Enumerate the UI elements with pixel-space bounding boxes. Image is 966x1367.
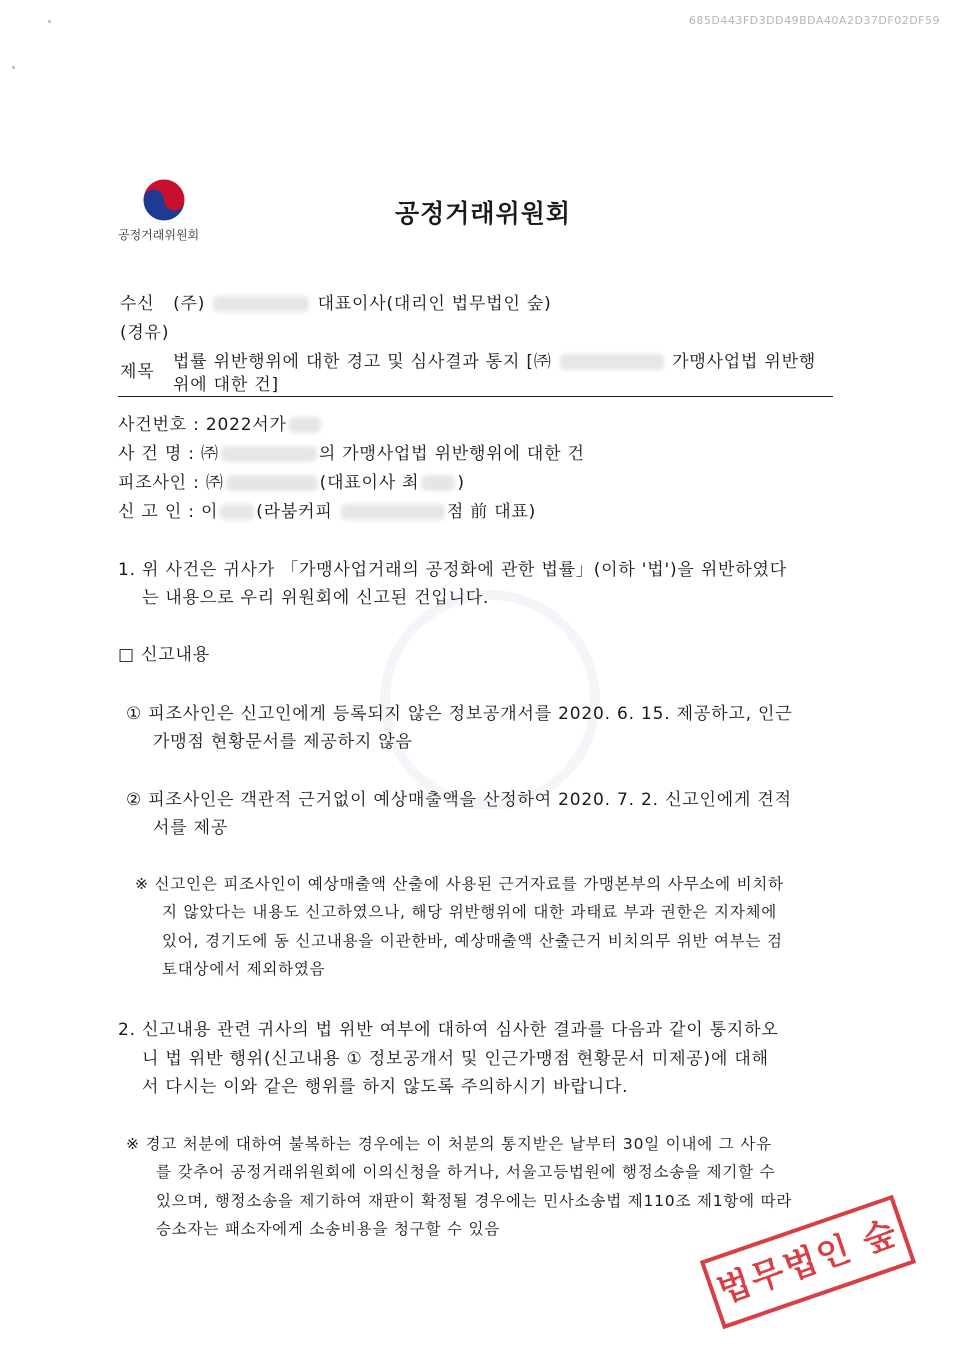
reporter-prefix: 이 xyxy=(201,502,219,522)
scan-speck xyxy=(12,66,15,69)
note-2-line-4: 승소자는 패소자에게 소송비용을 청구할 수 있음 xyxy=(156,1220,501,1238)
recipient-name: 대표이사(대리인 법무법인 숲) xyxy=(317,294,552,314)
reporter-value: (라붐커피 xyxy=(256,502,333,522)
paragraph-1-line-1: 1. 위 사건은 귀사가 「가맹사업거래의 공정화에 관한 법률」(이하 '법')을 위반하였다 xyxy=(118,560,787,580)
via-line: (경유) xyxy=(120,323,170,343)
note-2-line-2: 를 갖추어 공정거래위원회에 이의신청을 하거나, 서울고등법원에 행정소송을 제기할 수 xyxy=(156,1163,776,1181)
note-1-line-2: 지 않았다는 내용도 신고하였으나, 해당 위반행위에 대한 과태료 부과 권한은 지자체에 xyxy=(162,903,778,921)
scan-speck xyxy=(48,20,51,23)
case-name-label: 사 건 명 : xyxy=(118,444,195,464)
redacted-text xyxy=(213,296,309,312)
redacted-text xyxy=(421,475,455,491)
case-number-value: 2022서가 xyxy=(205,415,287,435)
header-divider xyxy=(118,396,833,397)
paragraph-2-line-2: 니 법 위반 행위(신고내용 ① 정보공개서 및 인근가맹점 현황문서 미제공)에 대해 xyxy=(142,1049,769,1069)
redacted-text xyxy=(220,504,254,520)
recipient-prefix: (주) xyxy=(173,294,206,314)
logo-label: 공정거래위원회 xyxy=(118,228,200,242)
recipient-label: 수신 xyxy=(120,294,155,314)
item-1-line-2: 가맹점 현황문서를 제공하지 않음 xyxy=(153,732,413,752)
note-2-line-3: 있으며, 행정소송을 제기하여 재판이 확정될 경우에는 민사소송법 제110조 제1항에 따라 xyxy=(156,1192,793,1210)
reporter-line xyxy=(118,497,536,522)
redacted-text xyxy=(341,504,445,520)
reporter-label: 신 고 인 : xyxy=(118,502,195,522)
paragraph-1-line-2: 는 내용으로 우리 위원회에 신고된 건입니다. xyxy=(142,588,490,608)
case-name-value: 의 가맹사업법 위반행위에 대한 건 xyxy=(318,444,585,464)
item-2-line-1: ② 피조사인은 객관적 근거없이 예상매출액을 산정하여 2020. 7. 2. 신고인에게 견적 xyxy=(126,790,792,810)
paragraph-2-line-3: 서 다시는 이와 같은 행위를 하지 않도록 주의하시기 바랍니다. xyxy=(142,1077,629,1097)
law-firm-seal-stamp: 법무법인 숲 xyxy=(700,1195,916,1329)
respondent-value: (대표이사 최 xyxy=(319,473,420,493)
reporter-suffix: 점 前 대표) xyxy=(446,502,537,522)
case-number-line xyxy=(118,410,323,435)
item-2-line-2: 서를 제공 xyxy=(153,818,229,838)
respondent-line xyxy=(118,468,465,493)
redacted-text xyxy=(560,354,664,370)
case-number-label: 사건번호 : xyxy=(118,415,200,435)
subject-line-2: 위에 대한 건] xyxy=(173,375,279,395)
document-title: 공정거래위원회 xyxy=(394,199,572,228)
subject-label: 제목 xyxy=(120,362,155,382)
redacted-text xyxy=(221,446,317,462)
item-1-line-1: ① 피조사인은 신고인에게 등록되지 않은 정보공개서를 2020. 6. 15. 제공하고, 인근 xyxy=(126,704,793,724)
note-1-line-1: ※ 신고인은 피조사인이 예상매출액 산출에 사용된 근거자료를 가맹본부의 사무소에 비치하 xyxy=(135,875,784,893)
document-id: 685D443FD3DD49BDA40A2D37DF02DF59 xyxy=(688,14,940,27)
note-1-line-3: 있어, 경기도에 동 신고내용을 이관한바, 예상매출액 산출근거 비치의무 위반 여부는 검 xyxy=(162,932,783,950)
section-heading: □ 신고내용 xyxy=(118,645,210,665)
subject-text: 가맹사업법 위반행 xyxy=(672,352,817,372)
recipient-line xyxy=(120,289,552,314)
subject-text: 법률 위반행위에 대한 경고 및 심사결과 통지 [㈜ xyxy=(173,352,552,372)
case-name-line xyxy=(118,439,585,464)
redacted-text xyxy=(226,475,318,491)
respondent-label: 피조사인 : xyxy=(118,473,200,493)
paragraph-2-line-1: 2. 신고내용 관련 귀사의 법 위반 여부에 대하여 심사한 결과를 다음과 같이 통지하오 xyxy=(118,1020,779,1040)
subject-line-1 xyxy=(173,347,816,372)
case-name-prefix: ㈜ xyxy=(201,444,219,464)
redacted-text xyxy=(289,417,321,433)
respondent-prefix: ㈜ xyxy=(205,473,224,493)
respondent-suffix: ) xyxy=(457,473,465,493)
note-1-line-4: 토대상에서 제외하였음 xyxy=(162,960,326,978)
note-2-line-1: ※ 경고 처분에 대하여 불복하는 경우에는 이 처분의 통지받은 날부터 30일 이내에 그 사유 xyxy=(126,1135,772,1153)
